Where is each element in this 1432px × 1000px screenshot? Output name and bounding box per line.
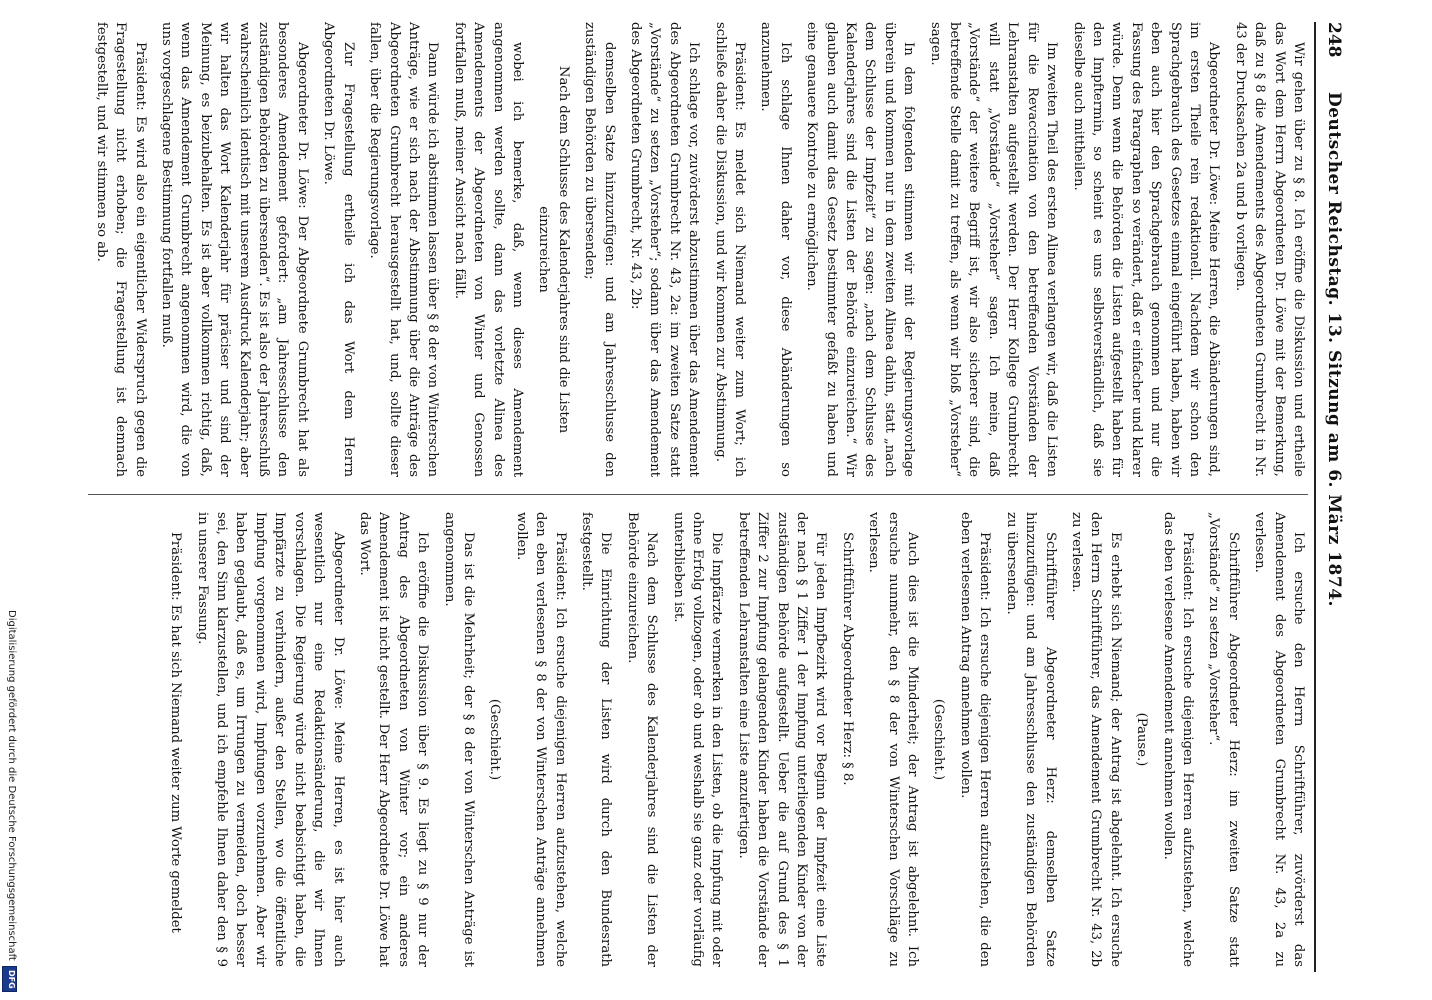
paragraph: Schriftführer Abgeordneter Herz: demselben Satze hinzuzufügen: und am Jahresschlusse den zuständigen Behörden zu übersenden. [1003, 512, 1058, 967]
paragraph: Das ist die Mehrheit; der § 8 der von Winterschen Anträge ist angenommen. [441, 512, 476, 967]
paragraph: Präsident: Es meldet sich Niemand weiter zum Wort; ich schließe daher die Diskussion, und wir kommen zur Abstimmung. [712, 22, 748, 477]
paragraph: Präsident: Ich ersuche diejenigen Herren aufzustehen, die den eben verlesenen Antrag annehmen wollen. [957, 512, 993, 967]
paragraph: Die Einrichtung der Listen wird durch den Bundesrath festgestellt. [579, 512, 614, 967]
paragraph: Schriftführer Abgeordneter Herz: § 8. [839, 532, 855, 786]
paragraph: (Pause.) [1134, 712, 1150, 767]
page-header [1316, 22, 1344, 972]
header-rule [1314, 22, 1316, 972]
paragraph: Die Impfärzte vermerken in den Listen, ob die Impfung mit oder ohne Erfolg vollzogen, oder ob und weshalb sie ganz oder vorläufig unterblieben ist. [670, 512, 725, 967]
paragraph: Zur Fragestellung ertheile ich das Wort dem Herrn Abgeordneten Dr. Löwe. [321, 22, 356, 477]
dfg-logo-text: DFG [7, 970, 16, 989]
paragraph: Es erhebt sich Niemand; der Antrag ist abgelehnt. Ich ersuche den Herrn Schriftführer, das Amendement Grumbrecht Nr. 43, 2b zu verlesen. [1068, 512, 1123, 967]
digitization-credit-text: Digitalisierung gefördert durch die Deutsche Forschungsgemeinschaft [6, 610, 17, 961]
left-column [68, 22, 1308, 477]
paragraph: Abgeordneter Dr. Löwe: Der Abgeordnete Grumbrecht hat als besonderes Amendement gefordert: „am Jahresschlusse den zuständigen Behörden zu übersenden“. Es ist also der Jahresschluß wahrscheinlich identisch mit unserem Ausdruck Kalenderjahr; aber wir halten das Wort Kalenderjahr für präciser und sind der Meinung, es beizubehalten. Es ist aber vollkommen richtig, daß, wenn das Amendement Grumbrecht angenommen wird, die von uns vorgeschlagene Bestimmung fortfallen muß. [159, 22, 310, 477]
right-column [68, 512, 1308, 967]
paragraph: Ich schlage Ihnen daher vor, diese Abänderungen so anzunehmen. [758, 22, 793, 477]
paragraph: Dann würde ich abstimmen lassen über § 8 der von Winterschen Anträge, wie er sich nach der Abstimmung über die Anträge des Abgeordneten Grumbrecht herausgestellt hat, und, sollte dieser fallen, über die Regierungsvorlage. [367, 22, 441, 477]
paragraph: Ich schlage vor, zuvörderst abzustimmen über das Amendement des Abgeordneten Grumbrecht Nr. 43, 2a: im zweiten Satze statt „Vorstände“ zu setzen „Vorsteher“; sodann über das Amendement des Abgeordneten Grumbrecht, Nr. 43, 2b: [628, 22, 702, 477]
paragraph: Ich ersuche den Herrn Schriftführer, zuvörderst das Amendement des Abgeordneten Grumbrecht Nr. 43, 2a zu verlesen. [1252, 512, 1306, 967]
paragraph: Abgeordneter Dr. Löwe: Meine Herren, die Abänderungen sind, im ersten Theile rein redaktionell. Nachdem wir schon den Sprachgebrauch des Gesetzes einmal eingeführt haben, haben wir eben auch hier den Sprachgebrauch genommen und nur die Fassung des Paragraphen so verändert, daß er einfacher und klarer würde. Denn wenn die Behörden die Listen aufgestellt haben für den Impftermin, so scheint es uns selbstverständlich, daß sie dieselbe auch mittheilen. [1070, 22, 1222, 477]
paragraph: Präsident: Es wird also ein eigentlicher Widerspruch gegen die Fragestellung nicht erhoben; die Fragestellung ist demnach festgestellt, und wir stimmen so ab. [93, 22, 148, 477]
paragraph: Nach dem Schlusse des Kalenderjahres sind die Listen der Behörde einzureichen. [624, 512, 660, 967]
paragraph: demselben Satze hinzuzufügen: und am Jahresschlusse den zuständigen Behörden zu übersenden; [582, 22, 617, 477]
paragraph: Abgeordneter Dr. Löwe: Meine Herren, es ist hier auch wesentlich nur eine Redaktionsänderung, die wir Ihnen vorschlagen. Die Regierung würde nicht beabsichtigt haben, die Impfärzte zu verhindern, außer den Stellen, wo die öffentliche Impfung vorgenommen wird, Impfungen vorzunehmen. Aber wir haben geglaubt, daß es, um Irrungen zu vermeiden, doch besser sei, den Sinn klarzustellen, und ich empfehle Ihnen daher den § 9 in unserer Fassung. [194, 512, 346, 967]
paragraph: Im zweiten Theil des ersten Alinea verlangen wir, daß die Listen für die Revaccination von den betreffenden Vorständen der Lehranstalten aufgestellt werden. Der Herr Kollege Grumbrecht will statt „Vorstände“ „Vorsteher“ sagen. Ich meine, daß „Vorstände“ der weitere Begriff ist, wir also sicherer sind, die betreffende Stelle damit zu treffen, als wenn wir bloß „Vorsteher“ sagen. [927, 22, 1060, 477]
paragraph: Präsident: Es hat sich Niemand weiter zum Worte gemeldet [168, 532, 184, 933]
running-title: Deutscher Reichstag. 13. Sitzung am 6. März 1874. [1324, 92, 1344, 607]
paragraph: wobei ich bemerke, daß, wenn dieses Amendement angenommen werden sollte, dann das vorletzte Alinea des Amendements der Abgeordneten von Winter und Genossen fortfallen muß, meiner Ansicht nach fällt. [451, 22, 525, 477]
paragraph: In dem folgenden stimmen wir mit der Regierungsvorlage überein und kommen nur in dem zweiten Alinea dahin, statt „nach dem Schlusse der Impfzeit“ zu sagen: „nach dem Schlusse des Kalenderjahres sind die Listen der Behörde einzureichen.“ Wir glauben auch damit das Gesetz bestimmter gefaßt zu haben und eine genauere Kontrole zu ermöglichen. [804, 22, 917, 477]
paragraph: Nach dem Schlusse des Kalenderjahres sind die Listen einzureichen [536, 65, 571, 434]
paragraph: (Geschieht.) [931, 698, 947, 781]
paragraph: Wir gehen über zu § 8. Ich eröffne die Diskussion und ertheile das Wort dem Herrn Abgeordneten Dr. Löwe mit der Bemerkung, daß zu § 8 die Amendements des Abgeordneten Grumbrecht in Nr. 43 der Drucksachen 2a und b vorliegen. [1232, 22, 1306, 477]
paragraph: Präsident: Ich ersuche diejenigen Herren aufzustehen, welche das eben verlesene Amendement annehmen wollen. [1160, 512, 1195, 967]
paragraph: Präsident: Ich ersuche diejenigen Herren aufzustehen, welche den eben verlesenen § 8 der von Winterschen Anträge annehmen wollen. [513, 512, 568, 967]
paragraph: Ich eröffne die Diskussion über § 9. Es liegt zu § 9 nur der Antrag des Abgeordneten von Winter vor; ein anderes Amendement ist nicht gestellt. Der Herr Abgeordnete Dr. Löwe hat das Wort. [356, 512, 431, 967]
paragraph: Für jeden Impfbezirk wird vor Beginn der Impfzeit eine Liste der nach § 1 Ziffer 1 der Impfung unterliegenden Kinder von der zuständigen Behörde aufgestellt. Ueber die auf Grund des § 1 Ziffer 2 zur Impfung gelangenden Kinder haben die Vorstände der betreffenden Lehranstalten eine Liste anzufertigen. [735, 512, 829, 967]
paragraph: (Geschieht.) [487, 698, 503, 781]
page-number: 248 [1324, 22, 1344, 58]
column-divider [88, 494, 1308, 495]
paragraph: Schriftführer Abgeordneter Herz: im zweiten Satze statt „Vorstände“ zu setzen „Vorsteher“. [1206, 512, 1241, 967]
paragraph: Auch dies ist die Minderheit; der Antrag ist abgelehnt. Ich ersuche nunmehr, den § 8 der von Winterschen Vorschläge zu verlesen. [866, 512, 921, 967]
